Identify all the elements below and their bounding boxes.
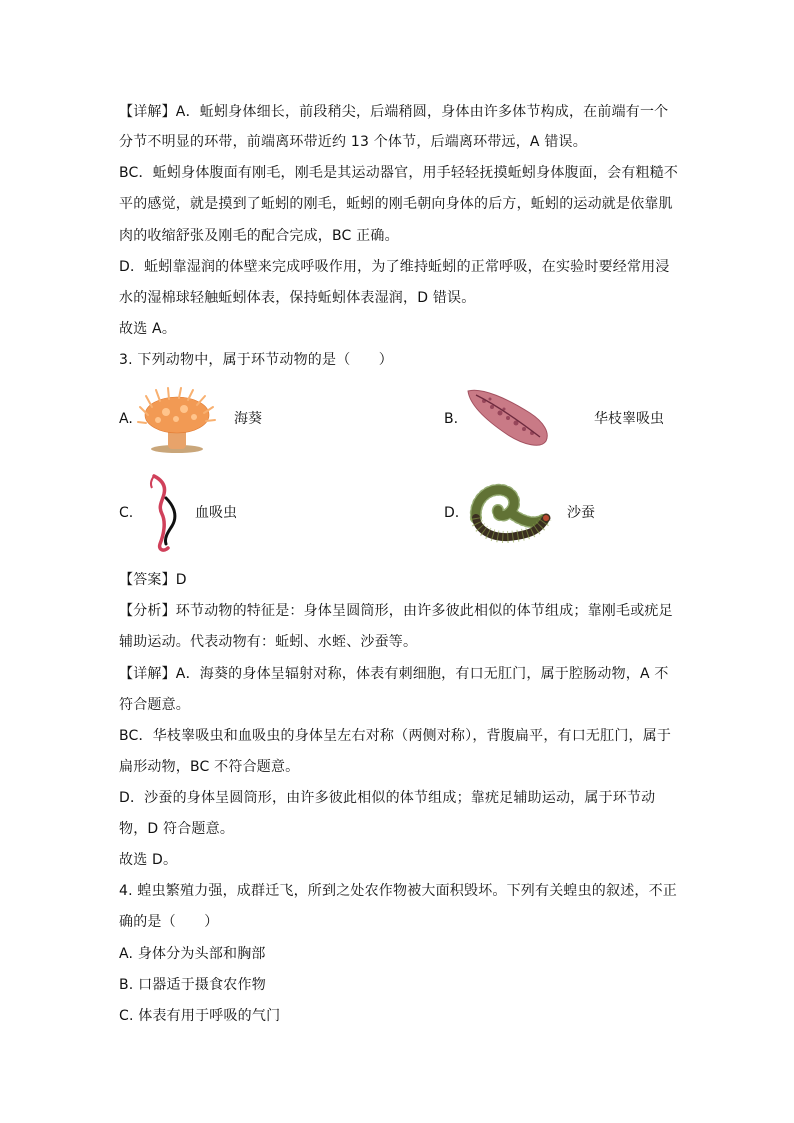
option-a-name: 海葵 [234, 411, 262, 427]
option-c-letter: C. [119, 505, 134, 521]
analysis-line: 【分析】环节动物的特征是：身体呈圆筒形，由许多彼此相似的体节组成；靠刚毛或疣足 [119, 603, 673, 619]
detail-line: 【详解】A．海葵的身体呈辐射对称，体表有刺细胞，有口无肛门，属于腔肠动物，A 不 [119, 666, 669, 682]
answer-label: 【答案】D [119, 572, 187, 588]
option-b-name: 华枝睾吸虫 [594, 411, 664, 427]
question-4-stem: 确的是（ ） [119, 914, 219, 930]
detail-line: 物，D 符合题意。 [119, 821, 235, 837]
option-b-letter: B. [444, 411, 459, 427]
text-line: D．蚯蚓靠湿润的体壁来完成呼吸作用，为了维持蚯蚓的正常呼吸，在实验时要经常用浸 [119, 259, 670, 275]
question-4-option-b: B. 口器适于摄食农作物 [119, 977, 266, 993]
detail-line: 符合题意。 [119, 697, 190, 713]
option-d-letter: D. [444, 505, 460, 521]
clamworm-image [466, 478, 552, 546]
text-line: 水的湿棉球轻触蚯蚓体表，保持蚯蚓体表湿润，D 错误。 [119, 290, 476, 306]
text-line: 分节不明显的环带，前端离环带近约 13 个体节，后端离环带远，A 错误。 [119, 134, 587, 150]
text-line: 【详解】A．蚯蚓身体细长，前段稍尖，后端稍圆，身体由许多体节构成，在前端有一个 [119, 104, 669, 120]
option-d-name: 沙蚕 [567, 505, 595, 521]
detail-line: 故选 D。 [119, 852, 178, 868]
text-line: 平的感觉，就是摸到了蚯蚓的刚毛，蚯蚓的刚毛朝向身体的后方，蚯蚓的运动就是依靠肌 [119, 196, 673, 212]
detail-line: D．沙蚕的身体呈圆筒形，由许多彼此相似的体节组成；靠疣足辅助运动，属于环节动 [119, 790, 656, 806]
question-4-stem: 4. 蝗虫繁殖力强，成群迁飞，所到之处农作物被大面积毁坏。下列有关蝗虫的叙述，不正 [119, 883, 678, 899]
text-line: 肉的收缩舒张及刚毛的配合完成，BC 正确。 [119, 228, 399, 244]
analysis-line: 辅助运动。代表动物有：蚯蚓、水蛭、沙蚕等。 [119, 634, 418, 650]
option-a-letter: A. [119, 411, 133, 427]
text-line: BC．蚯蚓身体腹面有刚毛，刚毛是其运动器官，用手轻轻抚摸蚯蚓身体腹面，会有粗糙不 [119, 165, 679, 181]
text-line: 故选 A。 [119, 321, 177, 337]
liver-fluke-image [462, 385, 552, 451]
option-c-name: 血吸虫 [195, 505, 237, 521]
question-4-option-c: C. 体表有用于呼吸的气门 [119, 1008, 281, 1024]
question-4-option-a: A. 身体分为头部和胸部 [119, 946, 266, 962]
detail-line: BC．华枝睾吸虫和血吸虫的身体呈左右对称（两侧对称），背腹扁平，有口无肛门，属于 [119, 728, 672, 744]
detail-line: 扁形动物，BC 不符合题意。 [119, 759, 300, 775]
blood-fluke-image [144, 472, 188, 554]
sea-anemone-image [136, 387, 218, 455]
question-3-stem: 3. 下列动物中，属于环节动物的是（ ） [119, 352, 394, 368]
